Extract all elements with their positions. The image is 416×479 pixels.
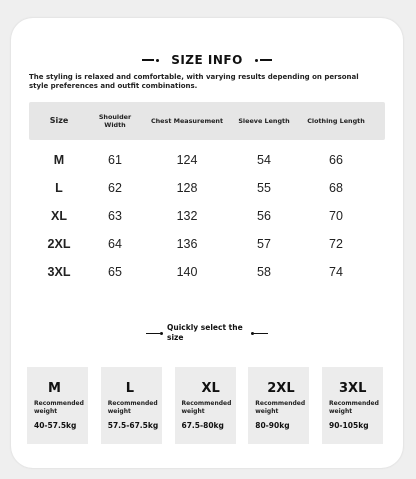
table-header xyxy=(29,102,385,140)
cell-shoulder: 61 xyxy=(108,153,122,167)
quick-select-line-left xyxy=(146,332,163,335)
cell-shoulder: 64 xyxy=(108,237,122,251)
dash-decoration xyxy=(254,333,268,334)
size-card-weight: 67.5-80kg xyxy=(181,421,224,430)
cell-size: L xyxy=(55,181,63,195)
cell-shoulder: 63 xyxy=(108,209,122,223)
column-header-chest: Chest Measurement xyxy=(150,117,224,125)
cell-length: 68 xyxy=(329,181,343,195)
cell-sleeve: 56 xyxy=(257,209,271,223)
cell-chest: 136 xyxy=(176,237,198,251)
cell-sleeve: 57 xyxy=(257,237,271,251)
cell-chest: 140 xyxy=(176,265,198,279)
size-card-3xl[interactable] xyxy=(322,367,383,444)
size-card-xl[interactable] xyxy=(175,367,236,444)
column-header-size: Size xyxy=(49,116,69,125)
size-info-card xyxy=(11,18,403,468)
title-dash-left xyxy=(142,59,154,61)
cell-size: M xyxy=(53,153,65,167)
size-card-label: Recommended weight xyxy=(34,400,84,415)
cell-sleeve: 54 xyxy=(257,153,271,167)
quick-select-label: Quickly select the size xyxy=(167,323,243,342)
size-card-weight: 80-90kg xyxy=(255,421,290,430)
dash-decoration xyxy=(146,333,160,334)
title-dash-right xyxy=(260,59,272,61)
size-table xyxy=(29,102,385,286)
column-header-sleeve: Sleeve Length xyxy=(238,117,290,125)
size-card-weight: 57.5-67.5kg xyxy=(107,421,159,430)
cell-sleeve: 58 xyxy=(257,265,271,279)
size-card-m[interactable] xyxy=(27,367,88,444)
quick-select-line-right xyxy=(251,332,268,335)
table-row xyxy=(29,230,385,258)
dot-decoration xyxy=(160,332,163,335)
size-card-size: M xyxy=(48,381,61,396)
intro-text: The styling is relaxed and comfortable, with varying results depending on personal style preferences and outfit combinations. xyxy=(29,73,359,90)
cell-size: 3XL xyxy=(47,265,71,279)
page-title: SIZE INFO xyxy=(171,53,243,67)
cell-sleeve: 55 xyxy=(257,181,271,195)
size-card-label: Recommended weight xyxy=(107,400,158,415)
title-dot-right xyxy=(255,59,258,62)
size-card-size: XL xyxy=(201,381,220,396)
size-card-size: 3XL xyxy=(339,381,367,396)
cell-length: 70 xyxy=(329,209,343,223)
cell-chest: 128 xyxy=(176,181,198,195)
column-header-shoulder-width: Shoulder Width xyxy=(98,113,132,129)
size-card-size: 2XL xyxy=(267,381,295,396)
cell-shoulder: 62 xyxy=(108,181,122,195)
size-card-size: L xyxy=(125,381,135,396)
size-card-weight: 90-105kg xyxy=(329,421,369,430)
cell-length: 74 xyxy=(329,265,343,279)
table-row xyxy=(29,258,385,286)
size-card-label: Recommended weight xyxy=(255,400,306,415)
size-card-weight: 40-57.5kg xyxy=(34,421,77,430)
cell-length: 66 xyxy=(329,153,343,167)
column-header-clothing-length: Clothing Length xyxy=(307,117,365,125)
size-card-2xl[interactable] xyxy=(248,367,309,444)
size-info-header xyxy=(11,53,403,67)
quick-select-heading xyxy=(11,323,403,343)
cell-length: 72 xyxy=(329,237,343,251)
cell-size: XL xyxy=(51,209,67,223)
size-card-label: Recommended weight xyxy=(329,400,379,415)
size-card-l[interactable] xyxy=(101,367,162,444)
cell-chest: 124 xyxy=(176,153,198,167)
cell-shoulder: 65 xyxy=(108,265,122,279)
cell-chest: 132 xyxy=(176,209,198,223)
table-row xyxy=(29,174,385,202)
weight-recommendations xyxy=(27,367,383,444)
cell-size: 2XL xyxy=(47,237,71,251)
table-row xyxy=(29,146,385,174)
size-card-label: Recommended weight xyxy=(181,400,232,415)
table-row xyxy=(29,202,385,230)
title-dot-left xyxy=(156,59,159,62)
